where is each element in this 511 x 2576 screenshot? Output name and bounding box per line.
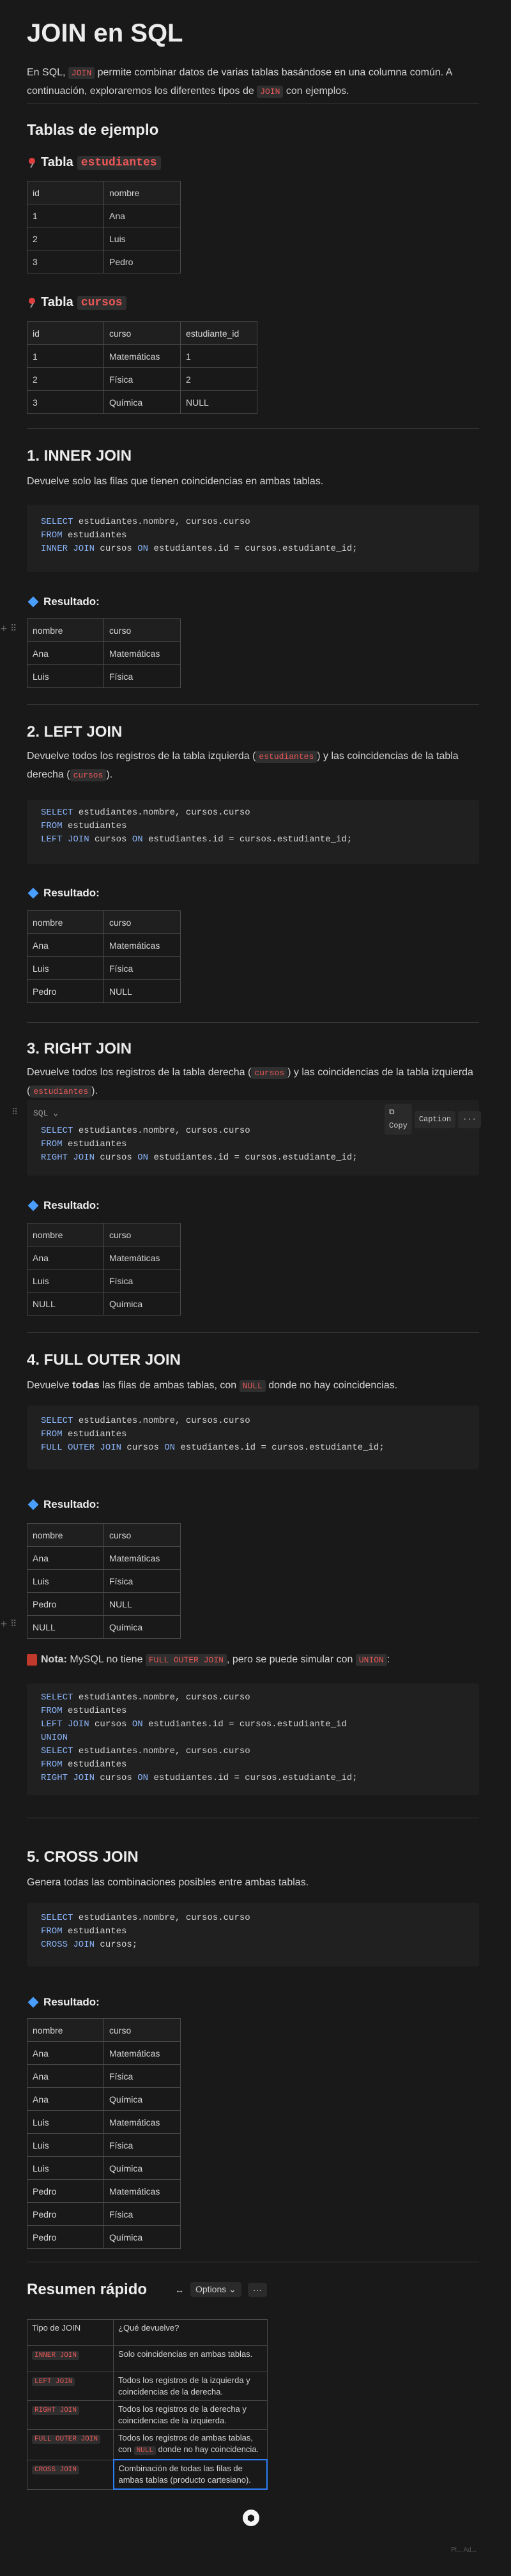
- language-selector[interactable]: SQL ⌄: [33, 1108, 59, 1118]
- code-line: INNER JOIN cursos ON estudiantes.id = cursos.estudiante_id;: [41, 544, 358, 554]
- table-cell: Luis: [27, 2157, 104, 2180]
- table-header-row: [27, 1223, 181, 1246]
- table-row: [27, 391, 257, 414]
- table-cell: Pedro: [27, 980, 104, 1003]
- section-heading-full-outer-join: 4. FULL OUTER JOIN: [27, 1351, 181, 1368]
- sql-keyword: FROM: [41, 1429, 63, 1439]
- table-row: [27, 934, 181, 957]
- sql-keyword: FROM: [41, 1759, 63, 1770]
- copy-button[interactable]: ⧉ Copy: [385, 1104, 412, 1135]
- sql-keyword: FROM: [41, 1706, 63, 1716]
- sql-keyword: SELECT: [41, 1692, 73, 1703]
- table-cell: Física: [104, 2134, 181, 2157]
- table-row: [27, 345, 257, 368]
- sql-keyword: FROM: [41, 821, 63, 831]
- table-header-row: [27, 2019, 181, 2042]
- table-header-row: [27, 322, 257, 345]
- sql-keyword: FROM: [41, 1926, 63, 1936]
- table-cell: Ana: [27, 2065, 104, 2088]
- pushpin-icon: [27, 298, 37, 308]
- code-block-union[interactable]: [27, 1683, 479, 1795]
- code-line: SELECT estudiantes.nombre, cursos.curso: [41, 517, 250, 527]
- code-line: FROM estudiantes: [41, 1759, 127, 1770]
- section-heading-ejemplos: Tablas de ejemplo: [27, 121, 159, 139]
- summary-row: LEFT JOIN Todos los registros de la izquierda y coincidencias de la derecha.: [27, 2372, 268, 2401]
- table-cell: curso: [104, 322, 181, 345]
- sql-keyword: CROSS JOIN: [41, 1940, 95, 1950]
- table-header-row: [27, 911, 181, 934]
- table-cell: Luis: [27, 2111, 104, 2134]
- table-cell: curso: [104, 1524, 181, 1547]
- divider: [27, 103, 479, 104]
- table-cell: nombre: [27, 911, 104, 934]
- table-cell: Química: [104, 2226, 181, 2249]
- cross-join-description: Genera todas las combinaciones posibles entre ambas tablas.: [27, 1877, 309, 1888]
- table-cell: Ana: [27, 1547, 104, 1570]
- code-line: FROM estudiantes: [41, 530, 127, 540]
- table-cell: Física: [104, 957, 181, 980]
- table-row: [27, 2065, 181, 2088]
- sql-keyword: SELECT: [41, 1746, 73, 1756]
- table-row: [27, 1246, 181, 1269]
- table-cell: nombre: [27, 1223, 104, 1246]
- code-line: FROM estudiantes: [41, 821, 127, 831]
- block-handle-icon[interactable]: ⠿: [11, 1107, 19, 1117]
- divider: [27, 1022, 479, 1023]
- table-cell: Ana: [27, 2042, 104, 2065]
- code-block-inner-join[interactable]: [27, 505, 479, 572]
- inner-join-description: Devuelve solo las filas que tienen coincidencias en ambas tablas.: [27, 476, 324, 487]
- table-cell: Matemáticas: [104, 1547, 181, 1570]
- page-title: JOIN en SQL: [27, 19, 183, 47]
- table-header-row: [27, 619, 181, 642]
- summary-row: RIGHT JOIN Todos los registros de la derecha y coincidencias de la izquierda.: [27, 2401, 268, 2430]
- sql-keyword: FROM: [41, 530, 63, 540]
- table-cell: NULL: [181, 391, 257, 414]
- table-row: [27, 250, 181, 273]
- sql-keyword: SELECT: [41, 1416, 73, 1426]
- full-join-description: Devuelve todas las filas de ambas tablas, con NULL donde no hay coincidencias.: [27, 1380, 398, 1391]
- table-row: [27, 2203, 181, 2226]
- table-row: [27, 957, 181, 980]
- table-cell: nombre: [27, 2019, 104, 2042]
- table-cursos: [27, 321, 257, 414]
- sql-keyword: RIGHT JOIN: [41, 1773, 95, 1783]
- block-handle-icon[interactable]: + ⠿: [0, 1619, 17, 1629]
- code-line: SELECT estudiantes.nombre, cursos.curso: [41, 1416, 250, 1426]
- table-cell: nombre: [27, 1524, 104, 1547]
- code-block-left-join[interactable]: [27, 800, 479, 864]
- intro-paragraph: En SQL, JOIN permite combinar datos de varias tablas basándose en una columna común. A continuación, exploraremos los diferentes tipos de JOIN con ejemplos.: [27, 67, 452, 96]
- table-cell: Física: [104, 2203, 181, 2226]
- table-cell: Luis: [27, 665, 104, 688]
- table-cell: Química: [104, 1292, 181, 1315]
- divider: [27, 1332, 479, 1333]
- table-cell: Física: [104, 2065, 181, 2088]
- left-join-description: Devuelve todos los registros de la tabla izquierda ( estudiantes ) y las coincidencias de la tabla derecha ( cursos ).: [27, 751, 459, 780]
- code-line: FROM estudiantes: [41, 1139, 127, 1149]
- options-dropdown[interactable]: Options ⌄: [190, 2282, 241, 2297]
- code-line: LEFT JOIN cursos ON estudiantes.id = cursos.estudiante_id: [41, 1719, 347, 1729]
- table-row: [27, 2111, 181, 2134]
- resultado-label: Resultado:: [27, 595, 100, 608]
- table-cell: 1: [27, 204, 104, 227]
- code-block-cross-join[interactable]: [27, 1903, 479, 1966]
- table-cell: Pedro: [27, 1593, 104, 1616]
- section-heading-right-join: 3. RIGHT JOIN: [27, 1040, 132, 1057]
- code-line: FULL OUTER JOIN cursos ON estudiantes.id = cursos.estudiante_id;: [41, 1443, 385, 1453]
- help-fab-icon[interactable]: ⬢: [243, 2510, 259, 2526]
- sql-keyword: ON: [132, 1719, 143, 1729]
- code-line: SELECT estudiantes.nombre, cursos.curso: [41, 1746, 250, 1756]
- sql-keyword: SELECT: [41, 1126, 73, 1136]
- inline-code: JOIN: [68, 67, 95, 79]
- table-estudiantes-heading: Tabla estudiantes: [27, 155, 161, 170]
- table-cell: Química: [104, 2157, 181, 2180]
- table-row: [27, 1269, 181, 1292]
- table-row: [27, 2180, 181, 2203]
- table-cell: Química: [104, 391, 181, 414]
- table-row: [27, 980, 181, 1003]
- table-cell: Ana: [27, 2088, 104, 2111]
- table-cell: id: [27, 322, 104, 345]
- sql-keyword: UNION: [41, 1733, 68, 1743]
- table-cell: Pedro: [27, 2203, 104, 2226]
- more-icon[interactable]: ···: [458, 1111, 481, 1128]
- table-cell: Física: [104, 368, 181, 391]
- result-table-inner-join: [27, 618, 181, 688]
- table-cell: Pedro: [27, 2226, 104, 2249]
- sql-keyword: RIGHT JOIN: [41, 1153, 95, 1163]
- sql-keyword: FULL OUTER JOIN: [41, 1443, 122, 1453]
- table-row: [27, 1593, 181, 1616]
- table-cursos-heading: Tabla cursos: [27, 295, 126, 310]
- table-cell: Matemáticas: [104, 2111, 181, 2134]
- table-cell: Matemáticas: [104, 934, 181, 957]
- sql-keyword: FROM: [41, 1139, 63, 1149]
- block-handle-icon[interactable]: + ⠿: [0, 624, 17, 634]
- code-line: RIGHT JOIN cursos ON estudiantes.id = cursos.estudiante_id;: [41, 1153, 358, 1163]
- table-estudiantes: [27, 181, 181, 273]
- divider: [27, 428, 479, 429]
- sql-keyword: SELECT: [41, 517, 73, 527]
- divider: [27, 704, 479, 705]
- table-cell: nombre: [27, 619, 104, 642]
- table-row: [27, 665, 181, 688]
- result-table-cross-join: [27, 2018, 181, 2249]
- table-cell: nombre: [104, 181, 181, 204]
- table-cell: 2: [27, 227, 104, 250]
- table-cell: Ana: [27, 1246, 104, 1269]
- sql-keyword: ON: [132, 834, 143, 845]
- table-cell: Pedro: [27, 2180, 104, 2203]
- code-block-right-join[interactable]: [27, 1100, 479, 1176]
- table-cell: curso: [104, 911, 181, 934]
- table-cell: NULL: [27, 1616, 104, 1639]
- sql-keyword: ON: [137, 1773, 149, 1783]
- table-cell: Matemáticas: [104, 642, 181, 665]
- table-cell: Matemáticas: [104, 2180, 181, 2203]
- table-header-row: [27, 1524, 181, 1547]
- table-row: [27, 1547, 181, 1570]
- result-table-left-join: [27, 910, 181, 1003]
- summary-row: INNER JOIN Solo coincidencias en ambas tablas.: [27, 2346, 268, 2372]
- table-row: [27, 2088, 181, 2111]
- table-cell: Matemáticas: [104, 2042, 181, 2065]
- table-cell: curso: [104, 619, 181, 642]
- right-join-description: Devuelve todos los registros de la tabla derecha ( cursos ) y las coincidencias de la tabla izquierda ( estudiantes ).: [27, 1067, 473, 1096]
- table-row: [27, 2226, 181, 2249]
- code-toolbar: [385, 1104, 481, 1135]
- table-cell: Matemáticas: [104, 1246, 181, 1269]
- blue-diamond-icon: [28, 597, 39, 608]
- more-icon[interactable]: ···: [248, 2283, 267, 2297]
- table-cell: Luis: [27, 2134, 104, 2157]
- summary-row: FULL OUTER JOIN Todos los registros de ambas tablas, con NULL donde no hay coincidencia.: [27, 2430, 268, 2460]
- blue-diamond-icon: [28, 1499, 39, 1510]
- table-cell: Luis: [27, 957, 104, 980]
- blue-diamond-icon: [28, 888, 39, 899]
- code-line: LEFT JOIN cursos ON estudiantes.id = cursos.estudiante_id;: [41, 834, 353, 845]
- table-row: [27, 368, 257, 391]
- code-line: SELECT estudiantes.nombre, cursos.curso: [41, 808, 250, 818]
- table-cell: curso: [104, 1223, 181, 1246]
- table-cell: 1: [181, 345, 257, 368]
- expand-width-icon[interactable]: ↔: [175, 2284, 184, 2295]
- table-cell: Luis: [27, 1269, 104, 1292]
- pushpin-icon: [27, 158, 37, 168]
- watermark: Pl... Ad...: [451, 2547, 477, 2554]
- resultado-label: Resultado:: [27, 887, 100, 900]
- table-cell: NULL: [27, 1292, 104, 1315]
- table-header-row: [27, 181, 181, 204]
- sql-keyword: LEFT JOIN: [41, 1719, 89, 1729]
- table-cell: Química: [104, 2088, 181, 2111]
- resultado-label: Resultado:: [27, 1199, 100, 1212]
- table-cell: 3: [27, 391, 104, 414]
- result-table-right-join: [27, 1223, 181, 1315]
- blue-diamond-icon: [28, 1200, 39, 1211]
- table-row: [27, 204, 181, 227]
- code-block-full-join[interactable]: [27, 1406, 479, 1469]
- code-line: SELECT estudiantes.nombre, cursos.curso: [41, 1913, 250, 1923]
- table-cell: Pedro: [104, 250, 181, 273]
- table-cell: Física: [104, 1269, 181, 1292]
- sql-keyword: ON: [137, 1153, 149, 1163]
- table-row: [27, 227, 181, 250]
- table-cell: Física: [104, 1570, 181, 1593]
- table-cell: Ana: [27, 642, 104, 665]
- table-cell: NULL: [104, 980, 181, 1003]
- blue-diamond-icon: [28, 1997, 39, 2008]
- table-cell: 1: [27, 345, 104, 368]
- sql-keyword: ON: [137, 544, 149, 554]
- table-cell: Química: [104, 1616, 181, 1639]
- mysql-note: Nota: MySQL no tiene FULL OUTER JOIN , pero se puede simular con UNION :: [27, 1651, 474, 1669]
- summary-table: [27, 2319, 268, 2490]
- sql-keyword: LEFT JOIN: [41, 834, 89, 845]
- sql-keyword: ON: [164, 1443, 176, 1453]
- table-cell: 2: [27, 368, 104, 391]
- resultado-label: Resultado:: [27, 1996, 100, 2009]
- summary-row: CROSS JOIN Combinación de todas las filas de ambas tablas (producto cartesiano).: [27, 2460, 268, 2489]
- sql-keyword: SELECT: [41, 1913, 73, 1923]
- code-line: FROM estudiantes: [41, 1706, 127, 1716]
- sql-keyword: SELECT: [41, 808, 73, 818]
- table-cell: Ana: [27, 934, 104, 957]
- table-row: [27, 2157, 181, 2180]
- note-icon: [27, 1654, 37, 1666]
- result-table-full-join: [27, 1523, 181, 1639]
- sql-keyword: INNER JOIN: [41, 544, 95, 554]
- table-cell: estudiante_id: [181, 322, 257, 345]
- table-row: [27, 1570, 181, 1593]
- code-line: [41, 1733, 68, 1743]
- table-row: [27, 642, 181, 665]
- caption-button[interactable]: Caption: [415, 1111, 455, 1128]
- section-heading-resumen: Resumen rápido: [27, 2281, 148, 2298]
- table-row: [27, 2134, 181, 2157]
- code-line: SELECT estudiantes.nombre, cursos.curso: [41, 1126, 250, 1136]
- code-line: CROSS JOIN cursos;: [41, 1940, 138, 1950]
- table-cell: 3: [27, 250, 104, 273]
- code-line: RIGHT JOIN cursos ON estudiantes.id = cursos.estudiante_id;: [41, 1773, 358, 1783]
- table-options-bar: [175, 2282, 267, 2297]
- code-line: FROM estudiantes: [41, 1926, 127, 1936]
- summary-header-row: Tipo de JOIN ¿Qué devuelve?: [27, 2320, 268, 2346]
- table-cell: 2: [181, 368, 257, 391]
- table-cell: Ana: [104, 204, 181, 227]
- table-row: [27, 1292, 181, 1315]
- table-cell: curso: [104, 2019, 181, 2042]
- table-cell: Física: [104, 665, 181, 688]
- table-cell: Matemáticas: [104, 345, 181, 368]
- table-cell: Luis: [27, 1570, 104, 1593]
- section-heading-left-join: 2. LEFT JOIN: [27, 723, 123, 740]
- table-row: [27, 1616, 181, 1639]
- section-heading-inner-join: 1. INNER JOIN: [27, 447, 132, 464]
- section-heading-cross-join: 5. CROSS JOIN: [27, 1848, 139, 1866]
- table-cell: id: [27, 181, 104, 204]
- resultado-label: Resultado:: [27, 1498, 100, 1511]
- table-cell: Luis: [104, 227, 181, 250]
- code-line: FROM estudiantes: [41, 1429, 127, 1439]
- table-cell: NULL: [104, 1593, 181, 1616]
- inline-code: JOIN: [257, 86, 283, 98]
- code-line: SELECT estudiantes.nombre, cursos.curso: [41, 1692, 250, 1703]
- table-row: [27, 2042, 181, 2065]
